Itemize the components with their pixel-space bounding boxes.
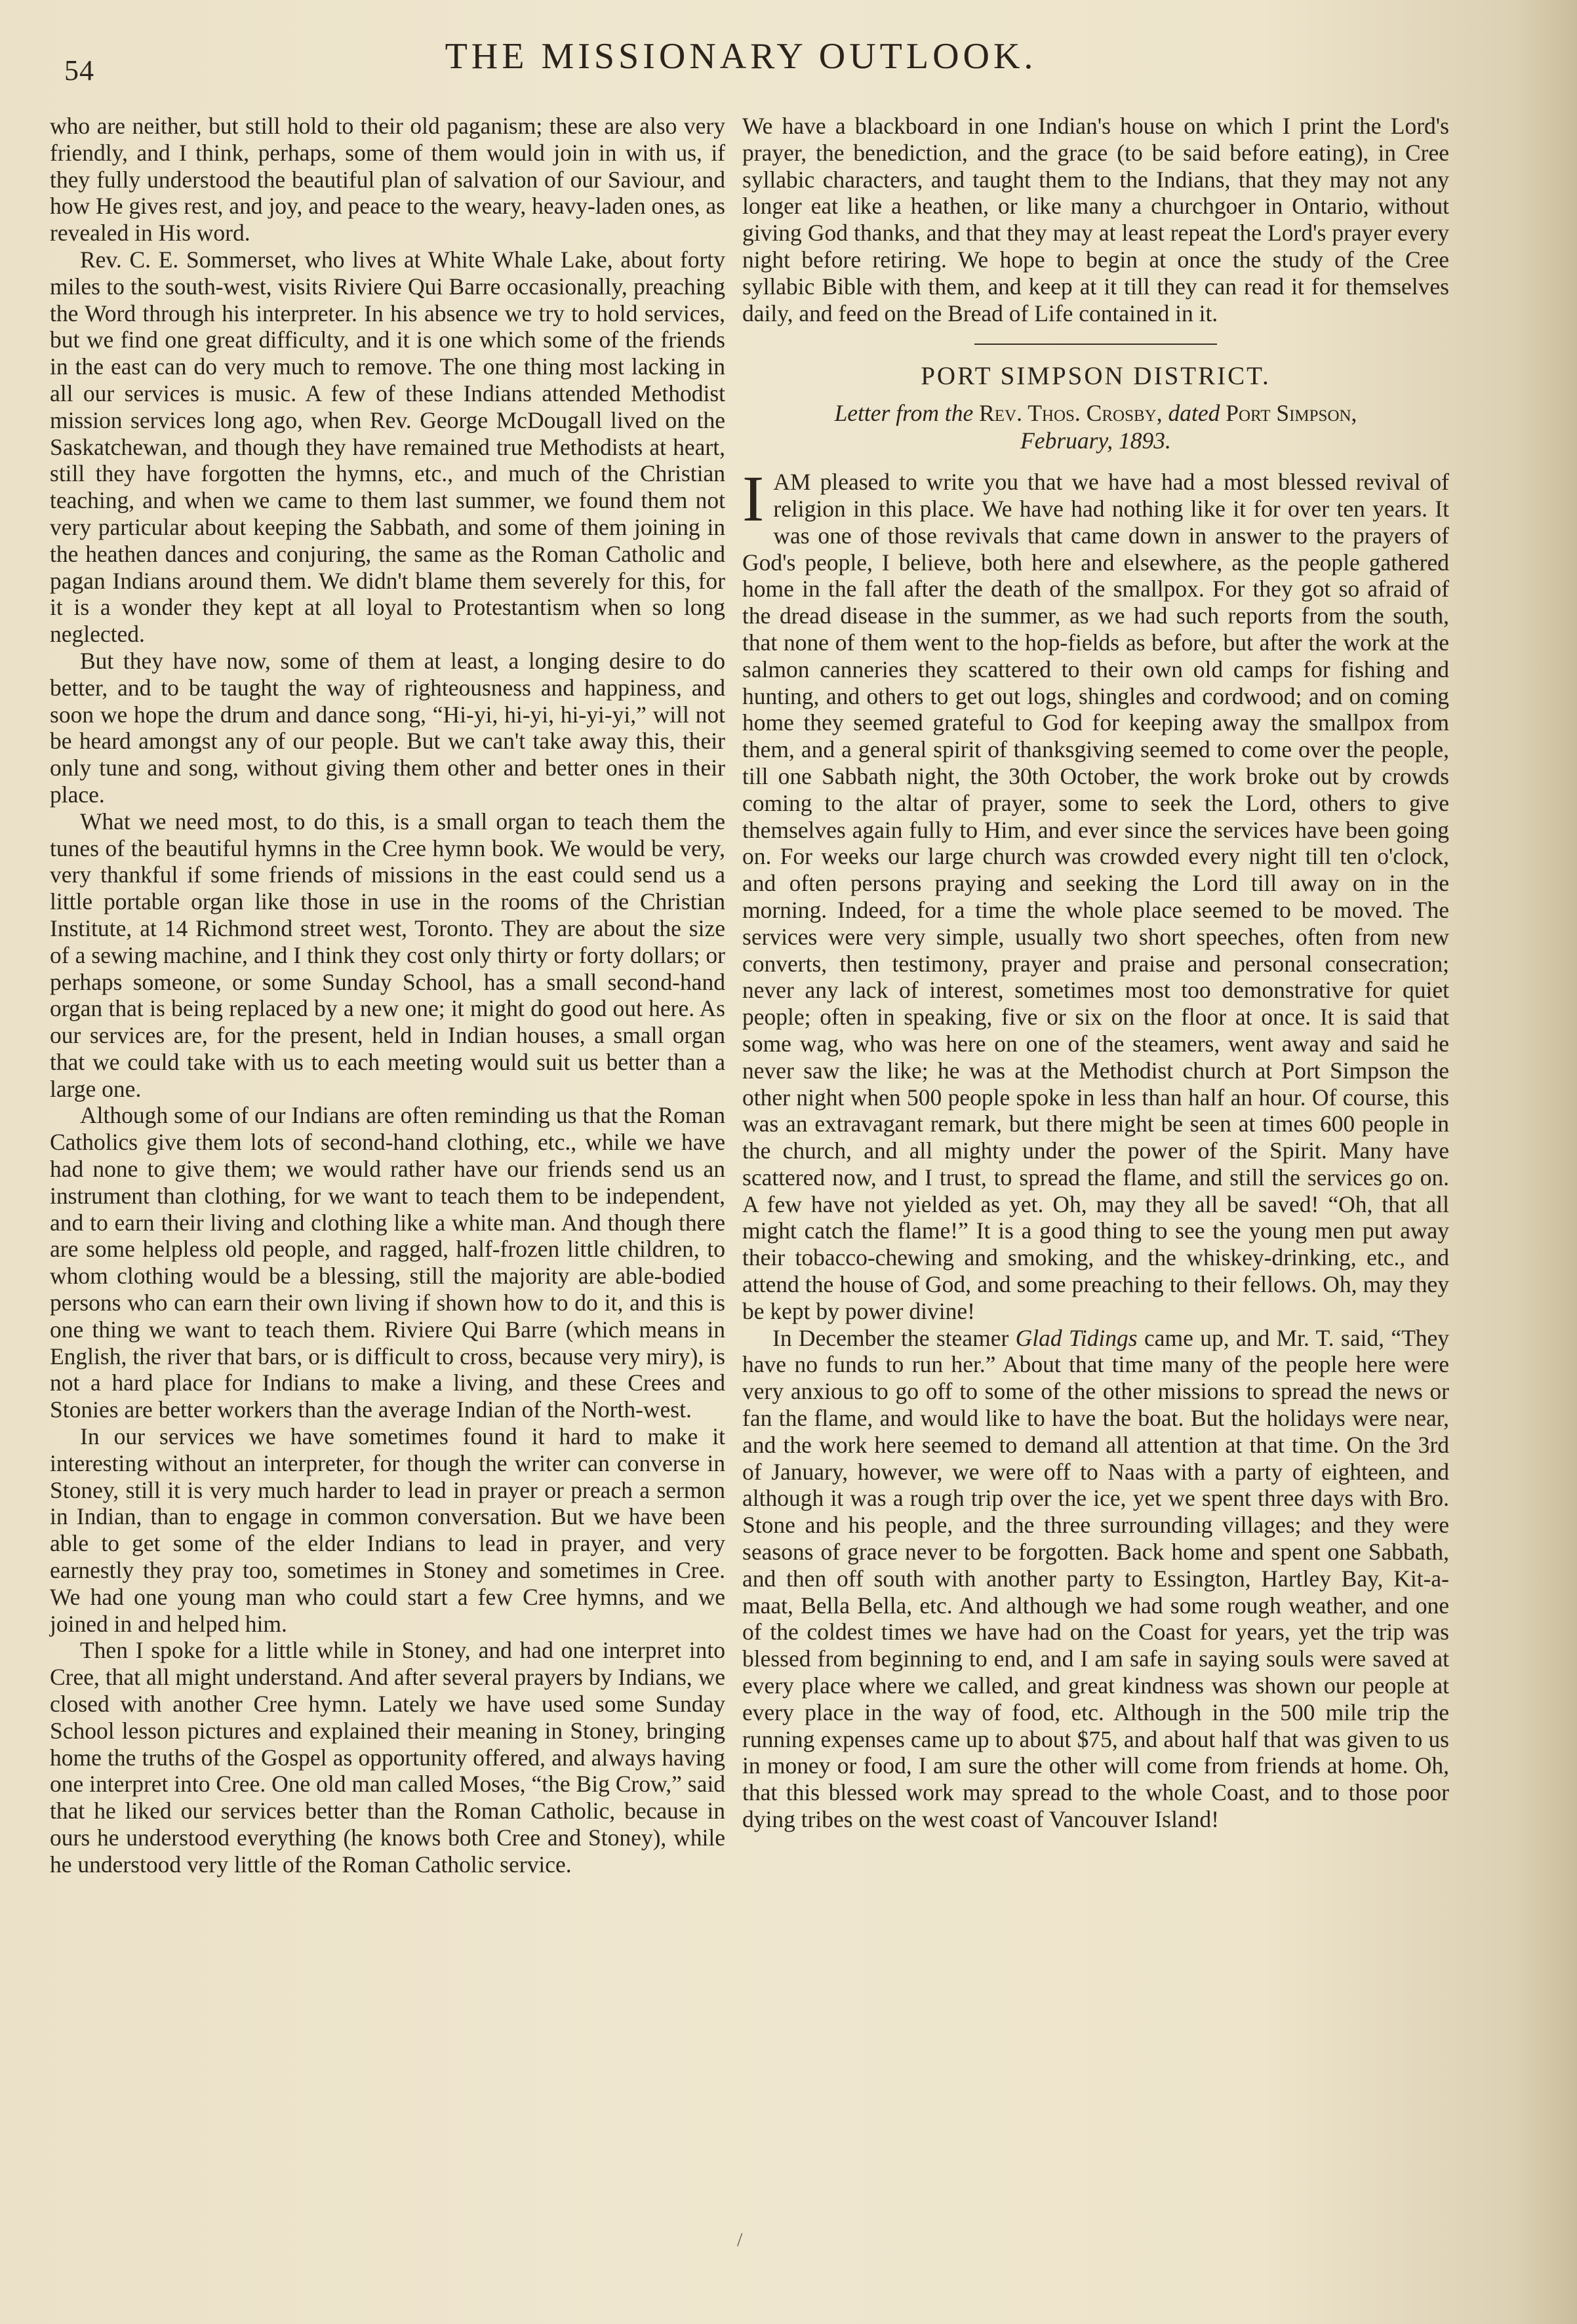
dateline-place: Port Simpson, (1226, 400, 1357, 427)
section-title: PORT SIMPSON DISTRICT. (921, 362, 1271, 391)
dateline-dated: dated (1168, 400, 1220, 427)
paragraph: We have a blackboard in one Indian's house on which I print the Lord's prayer, the benediction, and the grace (to be said before eating), in Cree syllabic characters, and taught them to the Indians, that they may not any longer eat like a heathen, or like many a churchgoer in Ontario, without giving God thanks, and that they may at least repeat the Lord's prayer every night before retiring. We hope to begin at once the study of the Cree syllabic Bible with them, and keep at it till they can read it for themselves daily, and feed on the Bread of Life contained in it. (742, 113, 1449, 326)
dateline-date: February, 1893. (1020, 427, 1171, 454)
steamer-name: Glad Tidings (1015, 1324, 1138, 1351)
paragraph: In our services we have sometimes found it hard to make it interesting without an interpreter, for though the writer can converse in Stoney, still it is very much harder to lead in prayer or preach a sermon in Indian, than to engage in common conversation. But we have been able to get some of the elder Indians to lead in prayer, and very earnestly they pray too, sometimes in Stoney and sometimes in Cree. We had one young man who could start a few Cree hymns, and we joined in and helped him. (50, 1423, 725, 1637)
paragraph: Although some of our Indians are often reminding us that the Roman Catholics give them lots of second-hand clothing, etc., while we have had none to give them; we would rather have our friends send us an instrument than clothing, for we want to teach them to be independent, and to earn their living and clothing like a white man. And though there are some helpless old people, and ragged, half-frozen little children, to whom clothing would be a blessing, still the majority are able-bodied persons who can earn their own living if shown how to do it, and this is one thing we want to teach them. Riviere Qui Barre (which means in English, the river that bars, or is difficult to cross, because very miry), is not a hard place for Indians to make a living, and these Crees and Stonies are better workers than the average Indian of the North-west. (50, 1102, 725, 1423)
running-head: THE MISSIONARY OUTLOOK. (445, 36, 1037, 77)
letter-paragraph (742, 1325, 1449, 1833)
letter-text: AM pleased to write you that we have had a most blessed revival of religion in this place. We have had nothing like it for over ten years. It was one of those revivals that came down in answer to the prayers of God's people, I believe, both here and elsewhere, as the people gathered home in the fall after the death of the smallpox. For they got so afraid of the dread disease in the summer, as we had such reports from the south, that none of them went to the hop-fields as before, but after the work at the salmon canneries they scattered to their own old camps for fishing and hunting, and others to get out logs, shingles and cordwood; and on coming home they seemed grateful to God for keeping away the smallpox from them, and a general spirit of thanksgiving seemed to come over the people, till one Sabbath night, the 30th October, the work broke out by crowds coming to the altar of prayer, some to seek the Lord, others to give themselves again fully to Him, and ever since the services have been going on. For weeks our large church was crowded every night till ten o'clock, and often persons praying and seeking the Lord till away on in the morning. Indeed, for a time the whole place seemed to be moved. The services were very simple, usually two short speeches, often from new converts, then testimony, prayer and praise and personal consecration; never any lack of interest, sometimes most too demonstrative for quiet people; often in speaking, five or six on the floor at once. It is said that some wag, who was here on one of the steamers, went away and said he never saw the like; he was at the Methodist church at Port Simpson the other night when 500 people spoke in less than half an hour. Of course, this was an extravagant remark, but there might be seen at times 600 people in the church, and all mighty under the power of the Spirit. Many have scattered now, and I trust, to spread the flame, and still the services go on. A few have not yielded as yet. Oh, may they all be saved! “Oh, that all might catch the flame!” It is a good thing to see the young men put away their tobacco-chewing and smoking, and the whiskey-drinking, etc., and attend the house of God, and some preaching to their fellows. Oh, may they be kept by power divine! (742, 469, 1449, 1324)
letter-text: came up, and Mr. T. said, “They have no funds to run her.” About that time many of the people here were very anxious to go off to some of the other missions to spread the news or fan the flame, and would like to have the boat. But the holidays were near, and the work here seemed to demand all attention at that time. On the 3rd of January, however, we were off to Naas with a party of eighteen, and although it was a rough trip over the ice, yet we spent three days with Bro. Stone and his people, and the three surrounding villages; and they were seasons of grace never to be forgotten. Back home and spent one Sabbath, and then off south with another party to Essington, Hartley Bay, Kit-a-maat, Bella Bella, etc. And although we had some rough weather, and one of the coldest times we have had on the Coast for years, yet the trip was blessed from beginning to end, and I am safe in saying souls were saved at every place where we called, and great kindness was shown our people at every place in the way of food, etc. Although in the 500 mile trip the running expenses came up to about $75, and about half that was given to us in money or food, I am sure the other will come from friends at home. Oh, that this blessed work may spread to the whole Coast, and to those poor dying tribes on the west coast of Vancouver Island! (742, 1324, 1450, 1833)
letter-paragraph (742, 462, 1449, 1325)
drop-cap: I (742, 462, 765, 536)
margin-mark: / (737, 2229, 743, 2251)
paragraph: But they have now, some of them at least, a longing desire to do better, and to be taught the way of righteousness and happiness, and soon we hope the drum and dance song, “Hi-yi, hi-yi, hi-yi-yi,” will not be heard amongst any of our people. But we can't take away this, their only tune and song, without giving them other and better ones in their place. (50, 647, 725, 808)
section-divider (974, 344, 1217, 345)
letter-text: In December the steamer (772, 1324, 1009, 1351)
right-column (742, 113, 1449, 1833)
paragraph: Then I spoke for a little while in Stoney, and had one interpret into Cree, that all might understand. And after several prayers by Indians, we closed with another Cree hymn. Lately we have used some Sunday School lesson pictures and explained their meaning in Stoney, bringing home the truths of the Gospel as opportunity offered, and always having one interpret into Cree. One old man called Moses, “the Big Crow,” said that he liked our services better than the Roman Catholic, because in ours he understood everything (he knows both Cree and Stoney), while he understood very little of the Roman Catholic service. (50, 1637, 725, 1878)
paragraph: who are neither, but still hold to their old paganism; these are also very friendly, and I think, perhaps, some of them would join in with us, if they fully understood the beautiful plan of salvation of our Saviour, and how He gives rest, and joy, and peace to the weary, heavy-laden ones, as revealed in His word. (50, 113, 725, 246)
dateline-author: Rev. Thos. Crosby, (979, 400, 1163, 427)
left-column (50, 113, 725, 1878)
letter-dateline (742, 399, 1449, 454)
dateline-prefix: Letter from the (834, 400, 974, 427)
paragraph: What we need most, to do this, is a small organ to teach them the tunes of the beautiful hymns in the Cree hymn book. We would be very, very thankful if some friends of missions in the east could send us a little portable organ like those in use in the rooms of the Christian Institute, at 14 Richmond street west, Toronto. They are about the size of a sewing machine, and I think they cost only thirty or forty dollars; or perhaps someone, or some Sunday School, has a small second-hand organ that is being replaced by a new one; it might do good out here. As our services are, for the present, held in Indian houses, a small organ that we could take with us to each meeting would suit us better than a large one. (50, 808, 725, 1102)
paragraph: Rev. C. E. Sommerset, who lives at White Whale Lake, about forty miles to the south-west, visits Riviere Qui Barre occasionally, preaching the Word through his interpreter. In his absence we try to hold services, but we find one great difficulty, and it is one which some of the friends in the east can do very much to remove. The one thing most lacking in all our services is music. A few of these Indians attended Methodist mission services long ago, when Rev. George McDougall lived on the Saskatchewan, and though they have remained true Methodists at heart, still they have forgotten the hymns, etc., and much of the Christian teaching, and when we came to them last summer, we found them not very particular about keeping the Sabbath, and some of them joining in the heathen dances and conjuring, the same as the Roman Catholic and pagan Indians around them. We didn't blame them severely for this, for it is a wonder they kept at all loyal to Protestantism when so long neglected. (50, 246, 725, 648)
page-number: 54 (64, 54, 94, 87)
